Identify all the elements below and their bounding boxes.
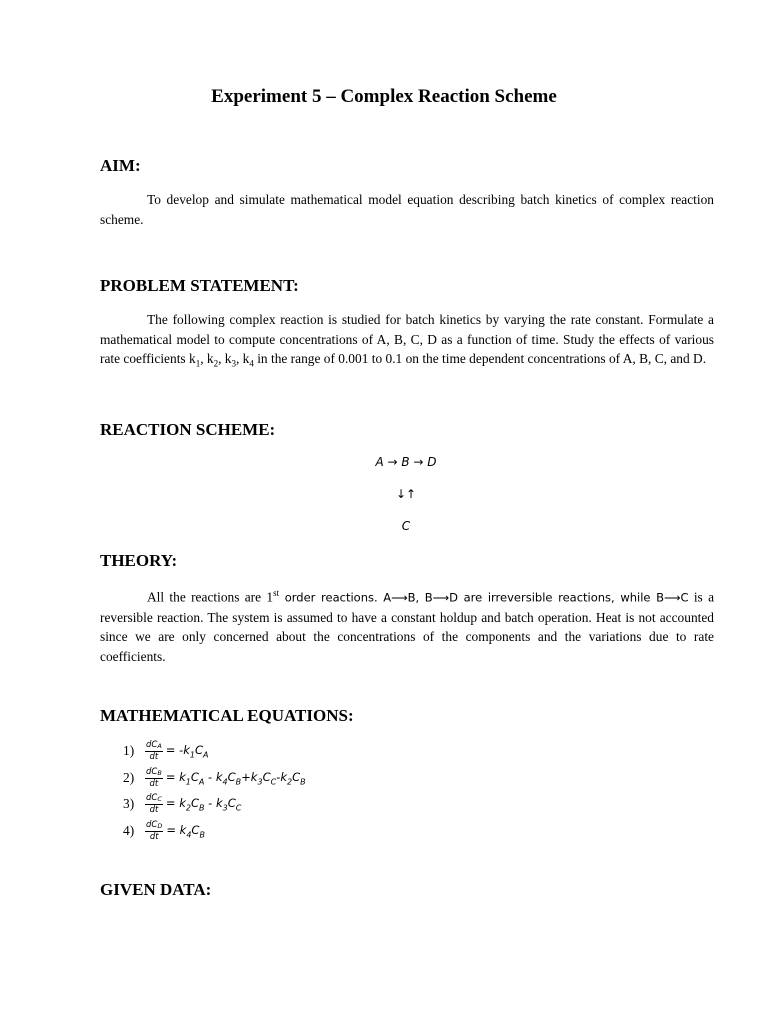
k-list: $k_1$, $k_2$, $k_3$, $k_4$ <box>188 351 254 369</box>
scheme-heading: REACTION SCHEME: <box>100 420 276 439</box>
equations-heading: MATHEMATICAL EQUATIONS: <box>100 706 354 725</box>
derivative-fraction: $\frac{dC_C}{dt}$ <box>146 793 162 816</box>
aim-heading: AIM: <box>100 156 141 175</box>
equations-list <box>123 738 306 844</box>
theory-text: All the reactions are 1st order reactions. A⟶B, B⟶D are irreversible reactions, while B⟶C is a reversible reaction. The system is assumed to have a constant holdup and batch operation. Heat is not accounted since we are only concerned about the concentrations of the components and the variations due to rate coefficients. <box>100 588 715 664</box>
equation-item: 1) $\frac{dC_A}{dt}$ = $-k_1C_A$ <box>123 740 209 763</box>
problem-text-after: in the range of 0.001 to 0.1 on the time dependent concentrations of A, B, C, and D. <box>253 351 707 366</box>
equation-item: 4) $\frac{dC_D}{dt}$ = $k_4C_B$ <box>123 819 205 842</box>
problem-heading: PROBLEM STATEMENT: <box>100 276 299 295</box>
scheme-line-1: A → B → D <box>375 455 437 469</box>
scheme-line-3: C <box>401 519 411 533</box>
equation-item: 2) $\frac{dC_B}{dt}$ = $k_1C_A - k_4C_B+k_3C_C-k_2C_B$ <box>123 766 306 789</box>
derivative-fraction: $\frac{dC_A}{dt}$ <box>146 740 162 763</box>
problem-text-before: The following complex reaction is studied for batch kinetics by varying the rate constant. Formulate a mathematical model to compute concentrations of A, B, C, D as a function of time. Study the effects of various rate coefficients <box>100 312 714 366</box>
derivative-fraction: $\frac{dC_B}{dt}$ <box>146 766 162 789</box>
derivative-fraction: $\frac{dC_D}{dt}$ <box>146 819 163 842</box>
equation-item: 3) $\frac{dC_C}{dt}$ = $k_2C_B - k_3C_C$ <box>123 793 242 816</box>
scheme-reversible-arrows: ↓↑ <box>395 487 417 501</box>
given-data-heading: GIVEN DATA: <box>100 880 212 899</box>
page-title: Experiment 5 – Complex Reaction Scheme <box>211 86 557 107</box>
problem-text <box>100 310 714 374</box>
aim-text: To develop and simulate mathematical model equation describing batch kinetics of complex reaction scheme. <box>100 192 714 227</box>
theory-heading: THEORY: <box>100 551 178 570</box>
